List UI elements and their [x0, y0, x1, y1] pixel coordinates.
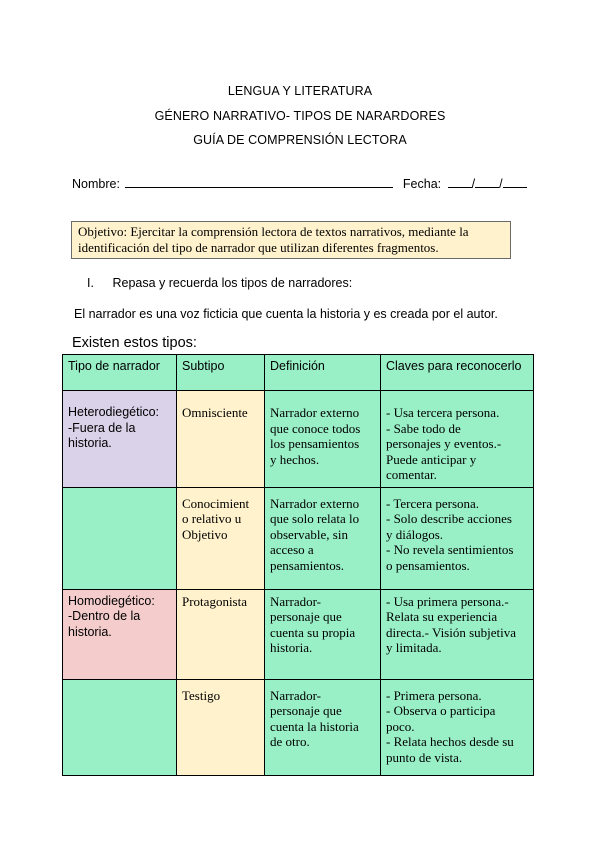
doc-topic-title: GÉNERO NARRATIVO- TIPOS DE NARARDORES [154, 109, 446, 123]
keys-line: comentar. [386, 467, 437, 482]
definition-line: cuenta la historia [270, 718, 359, 734]
definition-cell [265, 589, 381, 679]
section-number: I. [87, 276, 94, 290]
type-cell-heterodiegetico [63, 391, 177, 488]
keys-line: personajes y eventos.- [386, 436, 502, 451]
definition-cell [265, 487, 381, 589]
definition-line: Narrador- [270, 593, 321, 609]
subtype-cell [177, 487, 265, 589]
keys-line: punto de vista. [386, 749, 463, 765]
type-line: historia. [68, 624, 112, 639]
date-year-field[interactable] [503, 175, 527, 188]
section-title: Repasa y recuerda los tipos de narradores: [112, 276, 353, 290]
definition-line: que conoce todos [270, 420, 361, 436]
type-line: historia. [68, 436, 112, 450]
keys-cell [381, 391, 534, 488]
definition-line: historia. [270, 640, 313, 655]
definition-line: que solo relata lo [270, 511, 360, 526]
keys-cell [381, 679, 534, 775]
table-header-tipo: Tipo de narrador [63, 355, 177, 391]
keys-line: - Usa primera persona.- [386, 593, 509, 609]
keys-cell [381, 589, 534, 679]
subtype-line: Testigo [182, 687, 221, 703]
definition-line: acceso a [270, 542, 314, 557]
type-cell-empty [63, 487, 177, 589]
keys-line: - No revela sentimientos [386, 542, 514, 557]
definition-line: pensamientos. [270, 557, 345, 573]
type-line: -Fuera de la [68, 420, 136, 435]
definition-cell [265, 679, 381, 775]
section-heading [87, 276, 352, 290]
type-line: Heterodiegético: [68, 405, 160, 419]
narrator-types-table [62, 354, 534, 776]
definition-line: Narrador- [270, 687, 321, 703]
subtype-line: Objetivo [182, 526, 228, 542]
subtype-line: Omnisciente [182, 405, 248, 420]
date-day-field[interactable] [448, 175, 472, 188]
subtype-line: Protagonista [182, 593, 247, 609]
subtype-line: Conocimient [182, 495, 250, 511]
keys-line: o pensamientos. [386, 557, 470, 573]
definition-line: de otro. [270, 734, 310, 749]
subtype-cell [177, 391, 265, 488]
type-cell-homodiegetico [63, 589, 177, 679]
definition-line: cuenta su propia [270, 624, 356, 640]
definition-line: Narrador externo [270, 495, 360, 511]
keys-line: - Observa o participa [386, 703, 496, 718]
keys-line: - Relata hechos desde su [386, 734, 514, 749]
types-heading: Existen estos tipos: [72, 335, 197, 351]
doc-guide-title: GUÍA DE COMPRENSIÓN LECTORA [193, 133, 407, 147]
date-separator: / [499, 177, 503, 191]
keys-cell [381, 487, 534, 589]
intro-paragraph: El narrador es una voz ficticia que cuenta la historia y es creada por el autor. [74, 307, 498, 321]
objective-box: Objetivo: Ejercitar la comprensión lectora de textos narrativos, mediante la identificación del tipo de narrador que utilizan diferentes fragmentos. [71, 221, 511, 259]
date-month-field[interactable] [475, 175, 499, 188]
definition-line: y hechos. [270, 451, 320, 467]
table-header-claves: Claves para reconocerlo [381, 355, 534, 391]
keys-line: - Primera persona. [386, 687, 482, 703]
date-label: Fecha: [402, 177, 442, 191]
doc-subject-title: LENGUA Y LITERATURA [227, 84, 373, 98]
type-line: -Dentro de la [68, 609, 141, 623]
table-header-definicion: Definición [265, 355, 381, 391]
definition-line: personaje que [270, 703, 342, 718]
name-date-line [72, 175, 532, 191]
table-row [63, 679, 534, 775]
definition-line: observable, sin [270, 526, 348, 542]
keys-line: - Usa tercera persona. [386, 405, 500, 420]
definition-line: Narrador externo [270, 405, 360, 420]
keys-line: directa.- Visión subjetiva [386, 624, 517, 640]
table-row [63, 391, 534, 488]
name-field[interactable] [125, 175, 393, 188]
table-row [63, 589, 534, 679]
name-label: Nombre: [72, 177, 120, 191]
table-header-subtipo: Subtipo [177, 355, 265, 391]
keys-line: poco. [386, 718, 415, 734]
keys-line: - Solo describe acciones [386, 511, 512, 526]
definition-cell [265, 391, 381, 488]
keys-line: y diálogos. [386, 526, 444, 542]
definition-line: los pensamientos [270, 436, 360, 451]
definition-line: personaje que [270, 609, 342, 624]
subtype-cell [177, 589, 265, 679]
subtype-line: o relativo u [182, 511, 242, 526]
table-row [63, 487, 534, 589]
date-separator: / [471, 177, 476, 191]
keys-line: y limitada. [386, 640, 442, 655]
subtype-cell [177, 679, 265, 775]
keys-line: - Sabe todo de [386, 420, 461, 436]
type-line: Homodiegético: [68, 593, 155, 608]
keys-line: - Tercera persona. [386, 495, 480, 511]
keys-line: Relata su experiencia [386, 609, 498, 624]
keys-line: Puede anticipar y [386, 451, 477, 467]
type-cell-empty [63, 679, 177, 775]
